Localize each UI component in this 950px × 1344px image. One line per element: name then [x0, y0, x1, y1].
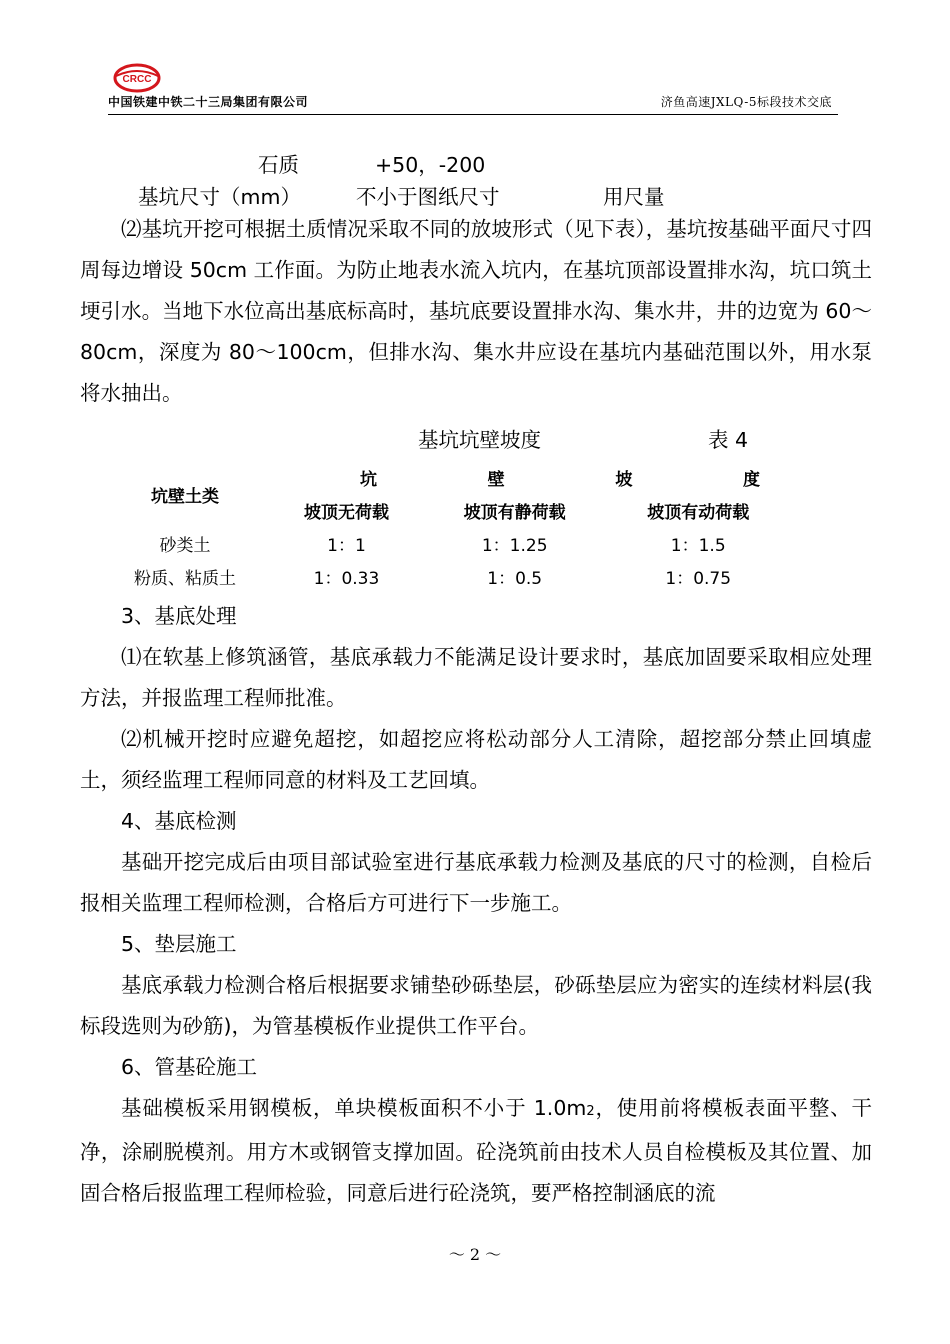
- page-number: ～ 2 ～: [448, 1245, 502, 1264]
- table-cell: 1：0.75: [665, 569, 732, 589]
- table-label: 表 4: [708, 428, 749, 452]
- table-cell: 粉质、粘质土: [134, 569, 236, 589]
- group-char: 壁: [487, 470, 505, 490]
- table-group-header: [270, 464, 790, 497]
- paragraph-text: ，使用前将模板表面平整、干净，涂刷脱模剂。用方木或钢管支撑加固。砼浇筑前由技术人员自检模板及其位置、加固合格后报监理工程师检验，同意后进行砼浇筑，要严格控制涵底的流: [80, 1096, 873, 1205]
- header-rule: [108, 114, 838, 115]
- row-item: 基坑尺寸（mm）: [138, 185, 301, 209]
- table-cell: 1：1: [327, 536, 366, 556]
- paragraph: 基底承载力检测合格后根据要求铺垫砂砾垫层，砂砾垫层应为密实的连续材料层(我标段选则为砂筋)，为管基模板作业提供工作平台。: [80, 973, 872, 1038]
- paragraph: ⑴在软基上修筑涵管，基底承载力不能满足设计要求时，基底加固要采取相应处理方法，并报监理工程师批准。: [80, 645, 872, 710]
- table-cell: 砂类土: [159, 536, 211, 556]
- paragraph: ⑵基坑开挖可根据土质情况采取不同的放坡形式（见下表），基坑按基础平面尺寸四周每边增设 50cm 工作面。为防止地表水流入坑内，在基坑顶部设置排水沟，坑口筑土埂引水。当地下水位高出基底标高时，基坑底要设置排水沟、集水井，井的边宽为 60～80cm，深度为 80～100cm，但排水沟、集水井应设在基坑内基础范围以外，用水泵将水抽出。: [80, 217, 872, 405]
- crcc-logo: [112, 62, 162, 94]
- table-row: [100, 530, 790, 563]
- paragraph: ⑵机械开挖时应避免超挖，如超挖应将松动部分人工清除，超挖部分禁止回填虚土，须经监理工程师同意的材料及工艺回填。: [80, 727, 872, 792]
- page-header: [0, 0, 950, 120]
- project-name: 济鱼高速JXLQ-5标段技术交底: [660, 95, 832, 109]
- column-header: 坡顶有动荷载: [647, 503, 750, 523]
- table-cell: 1：1.25: [481, 536, 548, 556]
- section-heading: 3、基底处理: [121, 604, 237, 628]
- table-row: [100, 563, 790, 596]
- table-cell: 1：0.33: [313, 569, 380, 589]
- slope-table: [100, 464, 790, 596]
- table-row-header: 坑壁土类: [151, 486, 219, 507]
- paragraph-text: 基础模板采用钢模板，单块模板面积不小于 1.0m: [121, 1096, 587, 1120]
- paragraph: 基础开挖完成后由项目部试验室进行基底承载力检测及基底的尺寸的检测，自检后报相关监理工程师检测，合格后方可进行下一步施工。: [80, 850, 872, 915]
- section-heading: 6、管基砼施工: [121, 1055, 258, 1079]
- section-heading: 4、基底检测: [121, 809, 237, 833]
- section-heading: 5、垫层施工: [121, 932, 237, 956]
- tolerance-row: [80, 145, 872, 177]
- column-header: 坡顶有静荷载: [463, 503, 566, 523]
- row-method: 用尺量: [603, 185, 665, 209]
- row-criterion: 不小于图纸尺寸: [356, 185, 500, 209]
- company-name: 中国铁建中铁二十三局集团有限公司: [108, 95, 309, 109]
- table-caption: [80, 414, 872, 464]
- table-title: 基坑坑壁坡度: [418, 428, 541, 452]
- row-criterion: +50，-200: [375, 153, 486, 177]
- row-item: 石质: [258, 153, 299, 177]
- group-char: 度: [742, 470, 760, 490]
- group-char: 坑: [360, 470, 377, 490]
- table-cell: 1：1.5: [670, 536, 726, 556]
- table-cell: 1：0.5: [487, 569, 543, 589]
- document-body: [80, 145, 872, 1214]
- paragraph: [80, 1088, 872, 1214]
- logo-text: CRCC: [122, 74, 152, 85]
- subscript: 2: [586, 1104, 595, 1119]
- tolerance-row: [80, 177, 872, 209]
- group-char: 坡: [615, 470, 633, 490]
- column-header: 坡顶无荷载: [303, 503, 389, 523]
